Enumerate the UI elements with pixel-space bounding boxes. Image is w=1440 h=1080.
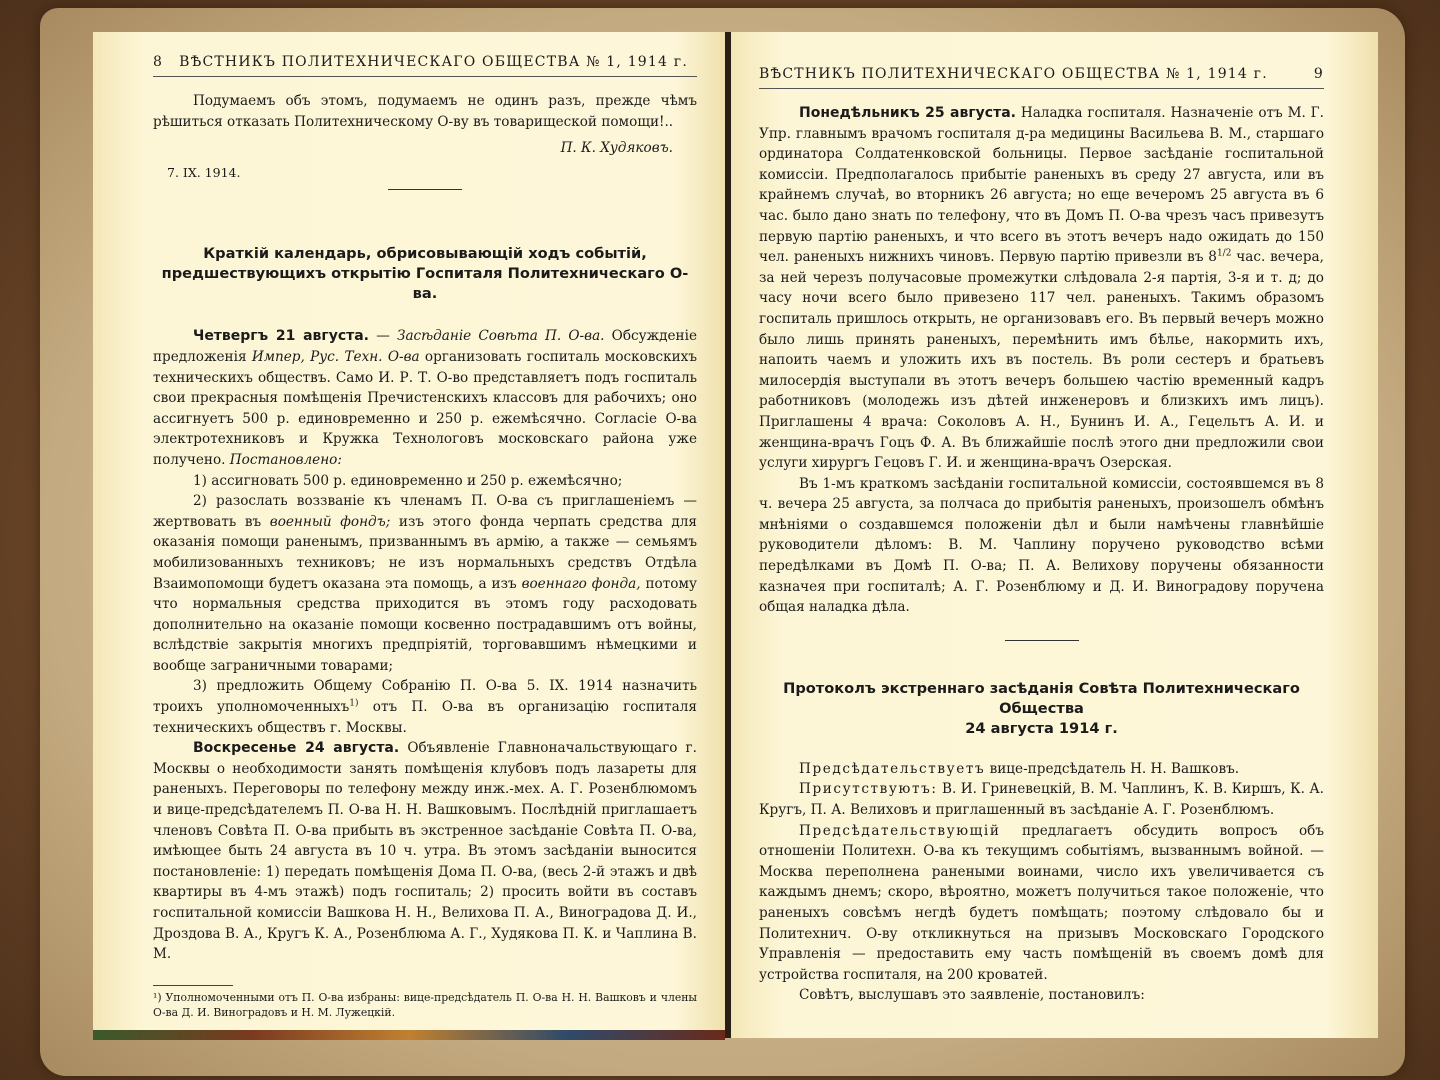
item-3-text-2: отъ П. О-ва въ организацію госпиталя техническихъ обществъ г. Москвы. (153, 699, 697, 736)
dash: — (369, 328, 397, 345)
section-divider (388, 189, 462, 190)
item-2-text-3: потому что нормальныя средства приходится въ этомъ году расходовать дополнительно на оказаніе помощи косвенно пострадавшимъ отъ войны, вслѣдствіе закрытія многихъ предпріятій, торговавшимъ нѣмецкими и вообще заграничными товарами; (153, 575, 697, 674)
monday-date: Понедѣльникъ 25 августа. (799, 105, 1016, 121)
council-meeting-label: Засѣданіе Совѣта П. О-ва. (396, 328, 605, 345)
item-3-text: 3) предложить Общему Собранію П. О-ва 5. IX. 1914 назначить троихъ уполномоченныхъ (153, 678, 697, 716)
footnote: ¹) Уполномоченными отъ П. О-ва избраны: вице-предсѣдатель П. О-ва Н. Н. Вашковъ и члены О-ва Д. И. Виноградовъ и Н. М. Лужецкій. (153, 990, 697, 1019)
left-running-header (153, 54, 697, 77)
resolution-item-1: 1) ассигновать 500 р. единовременно и 250 р. ежемѣсячно; (193, 472, 623, 489)
monday-paragraph (759, 103, 1324, 474)
protocol-heading-line2: 24 августа 1914 г. (965, 719, 1118, 737)
chair-paragraph (759, 759, 1324, 780)
chairman-label: Предсѣдательствующій (799, 822, 1001, 839)
author-signature: П. К. Худяковъ. (560, 140, 673, 157)
war-fund-label: военный фондъ; (269, 513, 391, 530)
right-page (731, 32, 1378, 1038)
sunday-paragraph (153, 738, 697, 965)
footnote-marker: 1) (349, 698, 359, 709)
monday-text-2: час. вечера, за ней черезъ получасовые промежутки слѣдовала 2-я партія, 3-я и т. д; до часу ночи всего было привезено 117 чел. раненыхъ. Такимъ образомъ госпиталь пришлось открыть, не организовавъ его. Въ первый вечеръ можно было лишь принять раненыхъ, перемѣнить имъ бѣлье, накормить ихъ, напоить чаемъ и уложить ихъ въ постель. Въ роли сестеръ и братьевъ милосердія выступали въ этотъ вечеръ большею частію временный кадръ работниковъ (молодежь изъ дѣтей инженеровъ и близкихъ имъ лицъ). Приглашены 4 врача: Соколовъ А. Н., Бунинъ И. А., Гецельтъ А. И. и женщина-врачъ Гоцъ Ф. А. Въ ближайшіе послѣ этого дни предложили свои услуги хирургъ Гецовъ Г. И. и женщина-врачъ Озерская. (759, 249, 1324, 472)
society-name: Импер, Рус. Техн. О-ва (251, 348, 420, 365)
monday-text: Наладка госпиталя. Назначеніе отъ М. Г. Упр. главнымъ врачомъ госпиталя д-ра медицины Васильева В. М., старшаго ординатора Солдатенковской больницы. Первое засѣданіе госпитальной комиссіи. Предполагалось прибытіе раненыхъ въ среду 27 августа, или въ крайнемъ случаѣ, во вторникъ 26 августа; но еще вечеромъ 25 августа въ 6 час. было дано знать по телефону, что въ Домъ П. О-ва чрезъ часъ привезутъ первую партію раненыхъ, и что всего въ этотъ вечеръ надо ожидать до 150 чел. раненыхъ нижнихъ чиновъ. Первую партію привезли въ 8 (759, 105, 1324, 266)
item-2-text-2: изъ этого фонда черпать средства для оказанія помощи раненымъ, призваннымъ въ армію, а также — семьямъ мобилизованныхъ техниковъ; не изъ нормальныхъ средствъ Отдѣла Взаимопомощи будетъ оказана эта помощь, а изъ (153, 513, 697, 592)
sunday-date: Воскресенье 24 августа. (193, 740, 400, 757)
chair-text: вице-предсѣдатель Н. Н. Вашковъ. (985, 760, 1240, 777)
resolution-item-3 (153, 676, 697, 738)
section-divider-right (1005, 640, 1079, 641)
left-page (93, 32, 725, 1038)
resolved-label: Постановлено: (229, 451, 342, 468)
cover-edge-strip (93, 1030, 725, 1040)
council-resolution-line: Совѣтъ, выслушавъ это заявленіе, постановилъ: (799, 987, 1145, 1004)
chairman-text: предлагаетъ обсудить вопросъ объ отношеніи Политехн. О-ва къ текущимъ событіямъ, вызваннымъ войной. — Москва переполнена ранеными воинами, число ихъ увеличивается съ каждымъ днемъ; скоро, вѣроятно, можетъ получиться такое положеніе, что раненыхъ совсѣмъ негдѣ будетъ помѣщать; поэтому слѣдовало бы и Политехнич. О-ву откликнуться на призывъ Московскаго Городского Управленія — предоставить ему часть помѣщеній въ своемъ домѣ для устройства госпиталя, на 200 кроватей. (759, 822, 1324, 983)
war-fund-label-2: военнаго фонда, (521, 575, 641, 592)
thursday-date: Четвергъ 21 августа. (193, 328, 370, 345)
item-2-text: 2) разослать воззваніе къ членамъ П. О-ва съ приглашеніемъ — жертвовать въ (153, 493, 697, 530)
right-page-number: 9 (1313, 66, 1324, 82)
half-fraction: 1/2 (1216, 248, 1232, 259)
thursday-paragraph (153, 326, 697, 470)
chairman-paragraph (759, 821, 1324, 986)
protocol-heading-line1: Протоколъ экстреннаго засѣданія Совѣта Политехническаго Общества (783, 679, 1300, 717)
left-running-head: ВѢСТНИКЪ ПОЛИТЕХНИЧЕСКАГО ОБЩЕСТВА № 1, 1914 г. (179, 54, 688, 70)
opening-paragraph: Подумаемъ объ этомъ, подумаемъ не одинъ разъ, прежде чѣмъ рѣшиться отказать Политехническому О-ву въ товарищеской помощи!.. (153, 93, 697, 130)
right-running-header (759, 66, 1324, 89)
footnote-divider (153, 985, 233, 986)
commission-paragraph: Въ 1-мъ краткомъ засѣданіи госпитальной комиссіи, состоявшемся въ 8 ч. вечера 25 августа, за полчаса до прибытія раненыхъ, произошелъ обмѣнъ мнѣніями о создавшемся положеніи дѣл и были намѣчены главнѣйшіе руководители дѣломъ: В. М. Чаплину поручено руководство всѣми передѣлками въ Домѣ П. О-ва; П. А. Велихову поручены обязанности казначея при госпиталѣ; А. Г. Розенблюму и Д. И. Виноградову поручена общая наладка дѣла. (759, 475, 1324, 616)
article-date: 7. IX. 1914. (167, 164, 241, 180)
chair-label: Предсѣдательствуетъ (799, 760, 986, 777)
left-page-number: 8 (153, 54, 164, 70)
right-running-head: ВѢСТНИКЪ ПОЛИТЕХНИЧЕСКАГО ОБЩЕСТВА № 1, 1914 г. (759, 66, 1268, 82)
present-label: Присутствуютъ: (799, 781, 938, 798)
present-text: В. И. Гриневецкій, В. М. Чаплинъ, К. В. Киршъ, К. А. Кругъ, П. А. Велиховъ и приглашенный въ засѣданіе А. Г. Розенблюмъ. (759, 781, 1324, 819)
sunday-text: Объявленіе Главноначальствующаго г. Москвы о необходимости занять помѣщенія клубовъ подъ лазареты для раненыхъ. Переговоры по телефону между инж.-мех. А. Г. Розенблюмомъ и вице-предсѣдателемъ П. О-ва Н. Н. Вашковымъ. Послѣдній приглашаетъ членовъ Совѣта П. О-ва прибыть въ экстренное засѣданіе Совѣта П. О-ва, имѣющее быть 24 августа въ 10 ч. утра. Въ этомъ засѣданіи выносится постановленіе: 1) передать помѣщенія Дома П. О-ва, (весь 2-й этажъ и двѣ квартиры въ 4-мъ этажѣ) подъ госпиталь; 2) просить войти въ составъ госпитальной комиссіи Вашкова Н. Н., Велихова П. А., Виноградова Д. И., Дроздова В. А., Кругъ К. А., Розенблюма А. Г., Худякова П. К. и Чаплина В. М. (153, 740, 697, 963)
present-paragraph (759, 779, 1324, 820)
calendar-heading: Краткій календарь, обрисовывающій ходъ событій, предшествующихъ открытію Госпиталя Политехническаго О-ва. (161, 245, 689, 303)
resolution-item-2 (153, 491, 697, 676)
thursday-text: Обсужденіе предложенія (153, 328, 697, 365)
thursday-text-2: организовать госпиталь московскихъ техническихъ обществъ. Само И. Р. Т. О-во представляетъ подъ госпиталь свои прекрасныя помѣщенія Пречистенскихъ классовъ для рабочихъ; оно ассигнуетъ 500 р. единовременно и 250 р. ежемѣсячно. Согласіе О-ва электротехниковъ и Кружка Технологовъ московскаго района уже получено. (153, 348, 697, 468)
